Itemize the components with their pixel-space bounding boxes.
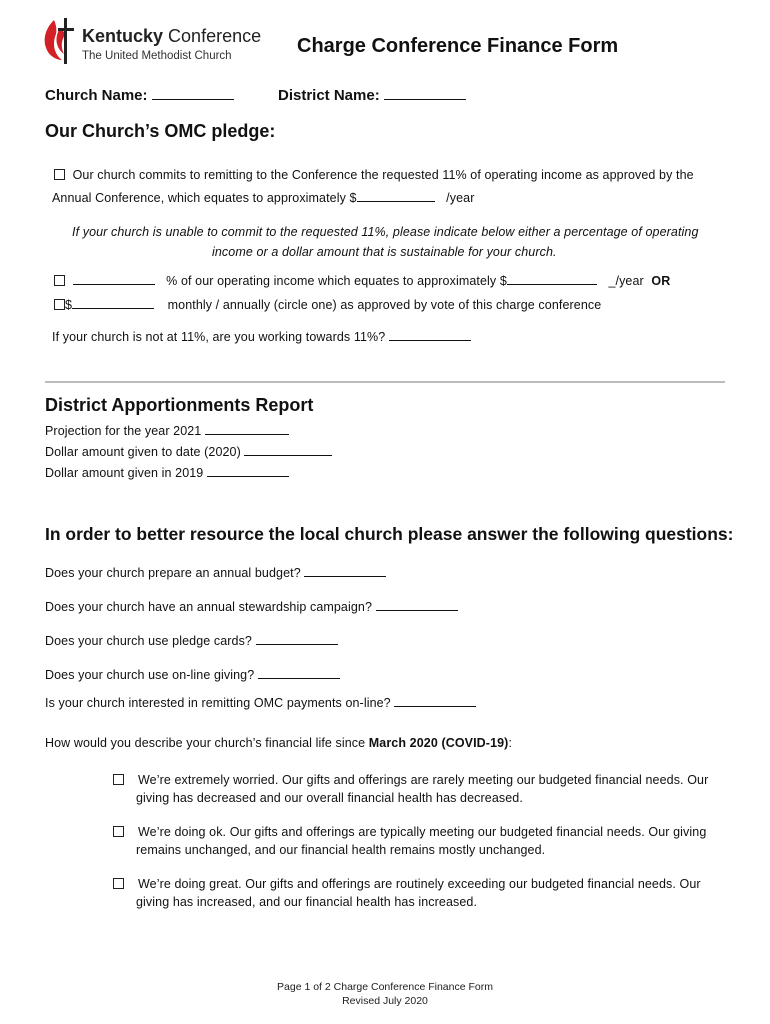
financial-life-question [45, 736, 512, 750]
option-great-checkbox[interactable] [113, 878, 124, 889]
financial-life-colon: : [508, 736, 513, 750]
question-budget-blank[interactable] [304, 564, 386, 577]
cross-and-flame-icon [40, 16, 76, 70]
option-worried-line1: We’re extremely worried. Our gifts and offerings are rarely meeting our budgeted financial needs. Our [138, 773, 709, 787]
logo-subtitle: The United Methodist Church [82, 50, 232, 62]
district-projection-label: Projection for the year 2021 [45, 424, 202, 438]
omc-commit-option[interactable] [54, 168, 694, 182]
omc-commit-amount-text: Annual Conference, which equates to approximately $ [52, 191, 357, 205]
district-2019-field [45, 464, 289, 480]
omc-percent-option[interactable] [54, 272, 670, 288]
omc-working-towards-blank[interactable] [389, 328, 471, 341]
omc-instruction-line1: If your church is unable to commit to the requested 11%, please indicate below either a percentage of operating [72, 225, 699, 239]
omc-heading: Our Church’s OMC pledge: [45, 121, 276, 141]
footer-page-info: Page 1 of 2 Charge Conference Finance Form [277, 981, 493, 993]
conference-logo [40, 16, 260, 70]
logo-name: Kentucky Conference [82, 26, 262, 46]
financial-option-ok[interactable] [113, 825, 706, 839]
omc-instruction-line2: income or a dollar amount that is sustainable for your church. [212, 245, 557, 259]
district-projection-blank[interactable] [205, 422, 289, 435]
omc-commit-text: Our church commits to remitting to the Conference the requested 11% of operating income as approved by the [72, 168, 694, 182]
question-omc-online [45, 694, 476, 710]
omc-working-towards [52, 328, 471, 344]
district-to-date-field [45, 443, 332, 459]
omc-dollar-option[interactable] [54, 296, 601, 312]
option-ok-line2: remains unchanged, and our financial health remains mostly unchanged. [136, 843, 546, 857]
financial-life-text: How would you describe your church’s financial life since [45, 736, 369, 750]
church-name-label: Church Name: [45, 87, 148, 104]
question-pledge-cards-text: Does your church use pledge cards? [45, 634, 252, 648]
omc-working-towards-text: If your church is not at 11%, are you working towards 11%? [52, 330, 386, 344]
financial-option-great[interactable] [113, 877, 701, 891]
district-2019-label: Dollar amount given in 2019 [45, 466, 204, 480]
section-divider [45, 381, 725, 383]
omc-commit-year-text: /year [446, 191, 475, 205]
page-title: Charge Conference Finance Form [297, 35, 619, 57]
question-omc-online-text: Is your church interested in remitting OMC payments on-line? [45, 696, 391, 710]
omc-commit-checkbox[interactable] [54, 169, 65, 180]
option-great-line2: giving has increased, and our financial health has increased. [136, 895, 478, 909]
option-worried-line2: giving has decreased and our overall financial health has decreased. [136, 791, 523, 805]
district-heading: District Apportionments Report [45, 395, 314, 415]
omc-or-text: OR [651, 274, 671, 288]
district-2019-blank[interactable] [207, 464, 289, 477]
omc-percent-year-text: _/year [608, 274, 644, 288]
questions-heading: In order to better resource the local church please answer the following questions: [45, 524, 734, 544]
omc-commit-amount-blank[interactable] [357, 189, 435, 202]
financial-option-worried[interactable] [113, 773, 708, 787]
district-to-date-blank[interactable] [244, 443, 332, 456]
question-online-giving-blank[interactable] [258, 666, 340, 679]
question-pledge-cards [45, 632, 338, 648]
question-online-giving-text: Does your church use on-line giving? [45, 668, 255, 682]
omc-dollar-checkbox[interactable] [54, 299, 65, 310]
omc-percent-checkbox[interactable] [54, 275, 65, 286]
question-budget-text: Does your church prepare an annual budget? [45, 566, 301, 580]
church-name-field[interactable] [45, 87, 234, 104]
omc-percent-amount-blank[interactable] [507, 272, 597, 285]
question-stewardship-blank[interactable] [376, 598, 458, 611]
district-projection-field [45, 422, 289, 438]
church-name-blank[interactable] [152, 87, 234, 100]
financial-life-date: March 2020 (COVID-19) [368, 736, 509, 750]
omc-percent-blank[interactable] [73, 272, 155, 285]
omc-dollar-blank[interactable] [72, 296, 154, 309]
question-omc-online-blank[interactable] [394, 694, 476, 707]
district-name-blank[interactable] [384, 87, 466, 100]
option-worried-checkbox[interactable] [113, 774, 124, 785]
question-budget [45, 564, 386, 580]
district-to-date-label: Dollar amount given to date (2020) [45, 445, 241, 459]
district-name-label: District Name: [278, 87, 380, 104]
omc-commit-amount [52, 189, 474, 205]
option-great-line1: We’re doing great. Our gifts and offerings are routinely exceeding our budgeted financial needs. Our [138, 877, 701, 891]
question-online-giving [45, 666, 340, 682]
omc-dollar-sign: $ [65, 298, 73, 312]
option-ok-checkbox[interactable] [113, 826, 124, 837]
question-pledge-cards-blank[interactable] [256, 632, 338, 645]
omc-percent-text: % of our operating income which equates to approximately $ [166, 274, 507, 288]
question-stewardship [45, 598, 458, 614]
district-name-field[interactable] [278, 87, 466, 104]
option-ok-line1: We’re doing ok. Our gifts and offerings are typically meeting our budgeted financial needs. Our giving [138, 825, 707, 839]
footer-revised: Revised July 2020 [342, 995, 428, 1007]
omc-dollar-text: monthly / annually (circle one) as approved by vote of this charge conference [167, 298, 602, 312]
question-stewardship-text: Does your church have an annual stewardship campaign? [45, 600, 373, 614]
